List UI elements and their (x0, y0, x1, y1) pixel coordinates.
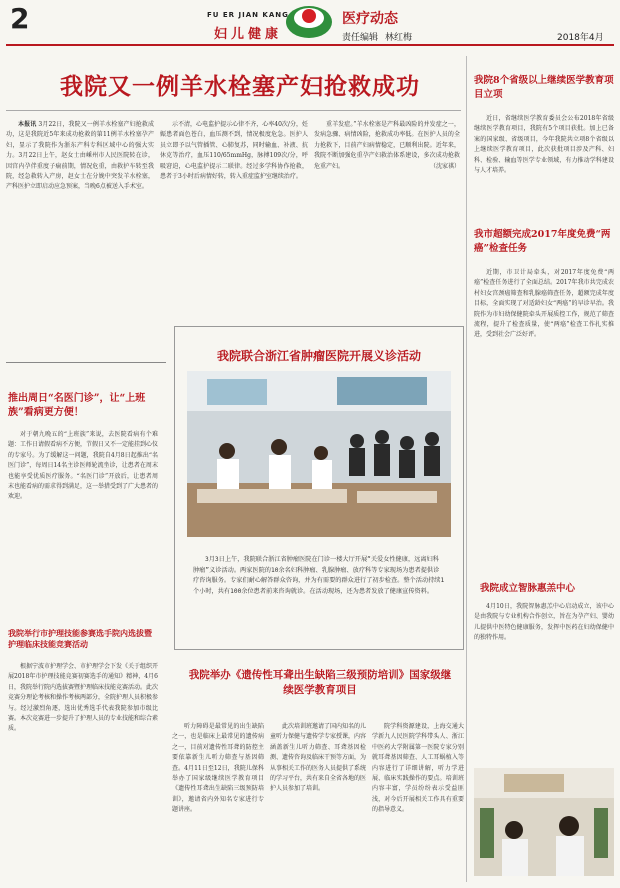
bottom-col-3: 院学科资源建设，上海交通大学新九人民医院学科带头人、浙江中医药大学附属第一医院专家分别就耳聋基因筛查、人工耳蜗植入等内容进行了详细讲解，听力学进展、临床实践操作的要点。培训班内容丰富，学员纷纷表示受益匪浅，对今后开展相关工作具有重要的指导意义。 (372, 723, 464, 814)
right-col-divider (466, 56, 467, 882)
logo-icon (285, 5, 333, 39)
lead-byline: 本报讯 (18, 121, 37, 128)
right-a3-headline: 我院成立智脉惠羔中心 (480, 583, 576, 594)
editor-name: 林红梅 (385, 33, 413, 43)
lead-rule (6, 110, 461, 111)
masthead (0, 0, 620, 56)
clinic-photo (187, 371, 451, 537)
right-a1-body: 近日，省继续医学教育委员会公布2018年省级继续医学教育项目，我院有5个项目获批。加上已备案的国家级、省级项目，今年我院共立项8个省级以上继续医学教育项目，此次获批项目涉及产科、妇科、检验、输血等医学专业领域，有力推动学科建设与人才培养。 (474, 115, 614, 175)
right-a2-headline: 我市超额完成2017年度免费“两癌”检查任务 (474, 229, 611, 254)
lead-col-3 (314, 120, 460, 345)
lead-col-1-text: 3月22日，我院又一例羊水栓塞产妇抢救成功，这是我院近5年来成功抢救的第11例羊水栓塞孕产妇，显示了我院作为浙东产科专科区域中心的强大实力。3月22日上午，赵女士由嵊州市人民医院转在诊，因宫内孕伴重度子痫前期，情况危重，由救护车转至我院，经急救转入产房，赵女士在分娩中突发羊水栓塞，产科医护立即启动应急预案，当晚6点被送入手术室。 (6, 121, 154, 191)
bottom-col-1: 听力障碍是最常见的出生缺陷之一，也是临床上最常见的遗传病之一，目前对遗传性耳聋的防控主要依靠新生儿听力筛查与基因筛查。4月11日至12日，我院儿保科举办了国家级继续医学教育项目《遗传性耳聋出生缺陷三级预防培训》，邀请省内外知名专家进行专题讲座。 (172, 723, 264, 814)
center-opening-photo (474, 768, 614, 876)
editor-label: 责任编辑 (342, 33, 379, 43)
bottom-col-2: 此次培训班邀请了国内知名的儿童听力保健与遗传学专家授课，内容涵盖新生儿听力筛查、耳聋基因检测、遗传咨询及临床干预等方面，为从事相关工作的医务人员提供了系统的学习平台，共有来自全省各地的医护人员参加了培训。 (270, 723, 366, 793)
masthead-rule (6, 44, 614, 46)
section-title: 医疗动态 (342, 11, 398, 27)
sidebar-top-body: 对于朝九晚五的“上班族”来说，去医院看病有个难题：工作日请假看病不方便，节假日又不一定能挂到心仪的专家号。为了缓解这一问题，我院自4月8日起推出“名医门诊”，每周日14名主诊医师轮流坐诊，让患者在周末也能享受优质医疗服务。“名医门诊”开放后，让患者周末也能看病的需求得到满足，这一举措受到了广大患者的欢迎。 (8, 431, 158, 501)
lead-col-3-text: 重羊发症。”羊水栓塞是产科最凶险的并发症之一，发病急骤、病情凶险，抢救成功率低。在医护人员的全力抢救下，目前产妇病情稳定，已顺利出院。近年来，我院不断加强危重孕产妇救治体系建设，多次成功抢救危重产妇。 (314, 121, 460, 170)
sidebar-mid-body: 根据宁波市护理学会、市护理学会下发《关于组织开展2018年市护理技能竞赛初赛选手的通知》精神，4月6日，我院举行院内选拔赛暨护理临床技能竞赛活动。此次竞赛分理论考核和操作考核两部分，全院护理人员积极参与。经过激烈角逐，选出优秀选手代表我院参加市级比赛。本次竞赛进一步提升了护理人员的专业技能和综合素质。 (8, 663, 158, 733)
right-a1-headline: 我院8个省级以上继续医学教育项目立项 (474, 75, 614, 100)
sidebar-top-headline: 推出周日“名医门诊”，让“上班族”看病更方便！ (8, 393, 146, 418)
center-feature-headline: 我院联合浙江省肿瘤医院开展义诊活动 (216, 349, 421, 363)
sidebar-top-rule (6, 362, 166, 363)
center-feature-caption: 3月3日上午，我院联合浙江省肿瘤医院在门诊一楼大厅开展“关爱女性健康，远离妇科肿瘤”义诊活动。两家医院的10余名妇科肿瘤、乳腺肿瘤、放疗科等专家现场为患者提供诊疗咨询服务。专家们耐心解答群众咨询，并为有需要的群众进行了初步检查。整个活动持续1个小时，共有100余位患者前来咨询就诊。在活动现场，还为患者发放了健康宣传资料。 (193, 556, 445, 595)
issue-date: 2018年4月 (557, 33, 604, 43)
page-number: 2 (10, 2, 30, 35)
sidebar-mid-headline: 我院举行市护理技能参赛选手院内选拔暨护理临床技能竞赛活动 (8, 628, 152, 649)
center-feature-box (174, 326, 464, 650)
lead-col-2: 示不清，心电监护提示心律不齐，心率40次/分，妊娠患者面色苍白，血压测不到，情况极度危急。医护人员立即予以气管插管、心肺复苏，同时输血、补液、抗休克等治疗，血压110/65mmHg，脉搏109次/分，呼吸窘迫，心电监护提示二联律。经过多学科协作抢救，患者于3小时后病情好转，转入重症监护室继续治疗。 (160, 121, 308, 181)
lead-headline: 我院又一例羊水栓塞产妇抢救成功 (60, 73, 420, 100)
lead-author: （沈家祺） (429, 162, 460, 170)
paper-name-en: FU ER JIAN KANG (207, 11, 289, 19)
lead-col-1 (6, 120, 154, 315)
right-a2-body: 近期，市卫计局牵头，对2017年度免费“两癌”检查任务进行了全面总结。2017年我市共完成农村妇女宫颈癌筛查和乳腺癌筛查任务，超额完成年度目标，全面实现了对适龄妇女“两癌”的早诊早治。我院作为市妇幼保健院牵头开展质控工作，规范了筛查流程，提升了检查质量，使“两癌”检查工作扎实推进，受到社会广泛好评。 (474, 269, 614, 339)
paper-name-cn: 妇儿健康 (214, 27, 283, 42)
bottom-headline: 我院举办《遗传性耳聋出生缺陷三级预防培训》国家级继续医学教育项目 (188, 669, 452, 696)
right-a3-body: 4月10日，我院智脉惠羔中心启动成立，该中心是由我院与专业机构合作创立，旨在为孕产妇、婴幼儿提供中医特色健康服务，发挥中医药在妇幼保健中的独特作用。 (474, 603, 614, 642)
